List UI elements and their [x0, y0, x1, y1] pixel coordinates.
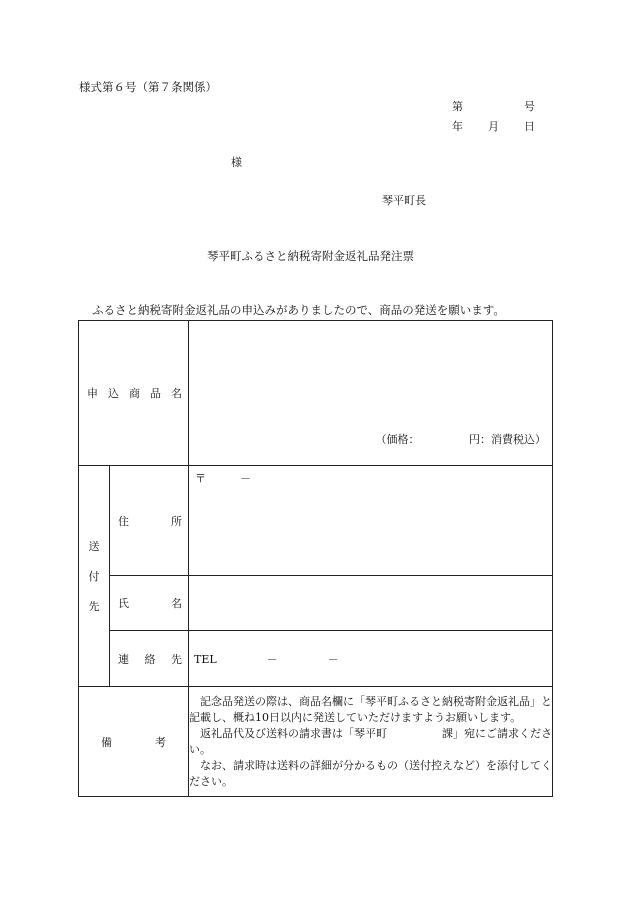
contact-field[interactable] — [189, 631, 553, 687]
product-name-label — [79, 385, 188, 401]
destination-label-cell — [79, 466, 110, 687]
remarks-paragraph: 返礼品代及び送料の請求書は「琴平町 課」宛にご請求ください。 — [189, 726, 552, 756]
remarks-paragraph: 記念品発送の際は、商品名欄に「琴平町ふるさと納税寄附金返礼品」と記載し、概ね10日以内に発送していただけますようお願いします。 — [189, 694, 552, 724]
name-field[interactable] — [189, 576, 553, 631]
doc-number-suffix: 号 — [524, 100, 535, 113]
label-char: 付 — [88, 570, 100, 583]
form-number: 様式第６号（第７条関係） — [79, 80, 217, 94]
label-char: 先 — [171, 652, 182, 666]
product-row — [79, 321, 553, 466]
remarks-label — [79, 734, 188, 750]
product-label-cell — [79, 321, 189, 466]
label-char: 申 — [87, 387, 98, 400]
name-label — [110, 595, 188, 611]
address-field[interactable] — [189, 466, 553, 576]
product-name-field[interactable] — [189, 321, 553, 466]
label-char: 名 — [171, 597, 182, 610]
name-row — [79, 576, 553, 631]
tel-prefix: TEL — [194, 652, 217, 666]
name-label-cell — [110, 576, 189, 631]
label-char: 名 — [171, 387, 182, 400]
label-char: 商 — [129, 387, 140, 400]
label-char: 備 — [101, 735, 112, 749]
tel-number — [189, 653, 339, 666]
label-char: 氏 — [118, 597, 129, 610]
label-char: 考 — [155, 735, 166, 749]
label-char: 込 — [108, 387, 119, 400]
postal-dash: － — [240, 472, 251, 485]
label-char: 住 — [118, 514, 129, 528]
postal-mark: 〒 — [195, 472, 206, 485]
addressee-suffix: 様 — [231, 156, 242, 169]
address-row — [79, 466, 553, 576]
label-char: 品 — [150, 387, 161, 400]
contact-label — [110, 651, 188, 667]
sender-name: 琴平町長 — [382, 194, 426, 207]
address-label — [110, 513, 188, 529]
intro-text: ふるさと納税寄附金返礼品の申込みがありましたので、商品の発送を願います。 — [92, 303, 505, 317]
contact-label-cell — [110, 631, 189, 687]
postal-code — [195, 470, 251, 486]
remarks-text — [189, 687, 553, 797]
label-char: 送 — [88, 540, 100, 553]
date-month: 月 — [488, 120, 499, 133]
document-title: 琴平町ふるさと納税寄附金返礼品発注票 — [207, 249, 414, 263]
date-year: 年 — [452, 120, 463, 133]
doc-number-prefix: 第 — [452, 100, 463, 113]
label-char: 所 — [171, 514, 182, 528]
tel-dash: － — [327, 652, 339, 666]
order-form-table — [78, 320, 553, 797]
remarks-label-cell — [79, 687, 189, 797]
destination-label — [79, 538, 109, 614]
contact-row — [79, 631, 553, 687]
label-char: 先 — [88, 600, 100, 613]
remarks-paragraph: なお、請求時は送料の詳細が分かるもの（送付控えなど）を添付してください。 — [189, 758, 552, 788]
price-note: （価格： 円：消費税込） — [375, 433, 546, 446]
address-label-cell — [110, 466, 189, 576]
date-day: 日 — [524, 120, 535, 133]
label-char: 連 — [118, 652, 129, 666]
tel-dash: － — [266, 652, 278, 666]
remarks-row — [79, 687, 553, 797]
label-char: 絡 — [144, 652, 156, 666]
